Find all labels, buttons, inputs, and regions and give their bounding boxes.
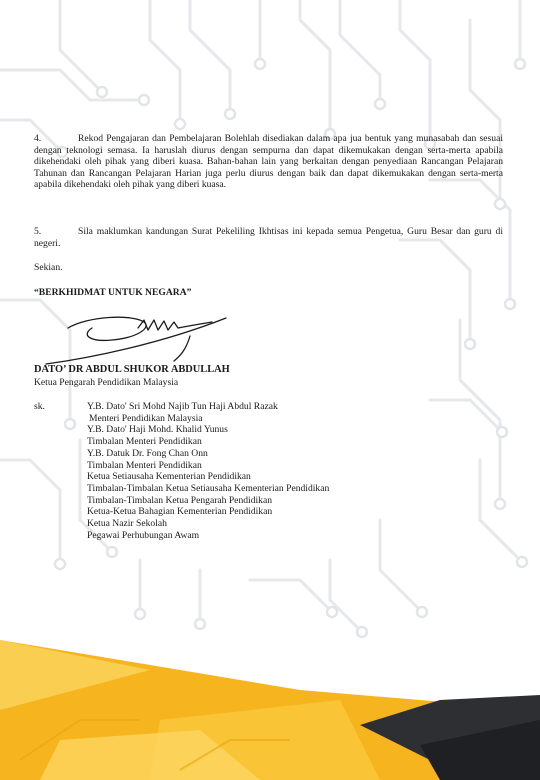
cc-recipient: Y.B. Dato' Haji Mohd. Khalid Yunus: [87, 424, 228, 436]
cc-recipient: Timbalan-Timbalan Ketua Pengarah Pendidikan: [87, 494, 273, 506]
motto: “BERKHIDMAT UNTUK NEGARA”: [34, 287, 192, 298]
paragraph-text: Sila maklumkan kandungan Surat Pekeliling Ikhtisas ini kepada semua Pengetua, Guru Besar dan guru di negeri.: [34, 226, 503, 249]
cc-recipient: Y.B. Datuk Dr. Fong Chan Onn: [87, 447, 208, 459]
cc-recipient: Ketua-Ketua Bahagian Kementerian Pendidikan: [87, 506, 273, 518]
cc-recipient: Pegawai Perhubungan Awam: [87, 529, 200, 541]
footer-decorative-band: [0, 600, 540, 780]
cc-recipient: Timbalan-Timbalan Ketua Setiausaha Kementerian Pendidikan: [87, 482, 330, 494]
cc-recipient: Timbalan Menteri Pendidikan: [87, 436, 202, 448]
closing-line: Sekian.: [34, 262, 63, 273]
cc-recipient: Timbalan Menteri Pendidikan: [87, 459, 202, 471]
cc-recipient: Y.B. Dato' Sri Mohd Najib Tun Haji Abdul Razak: [87, 401, 278, 412]
paragraph-number: 4.: [34, 133, 42, 144]
handwritten-signature: [40, 306, 230, 366]
cc-recipient: Menteri Pendidikan Malaysia: [89, 412, 203, 424]
cc-label: sk.: [34, 401, 45, 412]
signer-name: DATO’ DR ABDUL SHUKOR ABDULLAH: [34, 364, 230, 375]
cc-recipient: Ketua Setiausaha Kementerian Pendidikan: [87, 471, 251, 483]
paragraph-text: Rekod Pengajaran dan Pembelajaran Bolehlah disediakan dalam apa jua bentuk yang munasabah dan sesuai dengan teknologi semasa. Ia haruslah diurus dengan sempurna dan dapat dikemukakan dengan serta-merta apabila dikehendaki oleh pihak yang diberi kuasa. Bahan-bahan lain yang berkaitan dengan penyediaan Rancangan Pelajaran Tahunan dan Rancangan Pelajaran Harian juga perlu diurus dengan baik dan dapat dikemukakan dengan serta-merta apabila dikehendaki oleh pihak yang diberi kuasa.: [34, 133, 503, 191]
paragraph-number: 5.: [34, 226, 42, 237]
cc-recipient: Ketua Nazir Sekolah: [87, 518, 167, 530]
cc-recipient-list: [87, 401, 329, 541]
paragraph-4: [34, 133, 503, 191]
paragraph-5: [34, 226, 503, 249]
signer-title: Ketua Pengarah Pendidikan Malaysia: [34, 377, 179, 388]
